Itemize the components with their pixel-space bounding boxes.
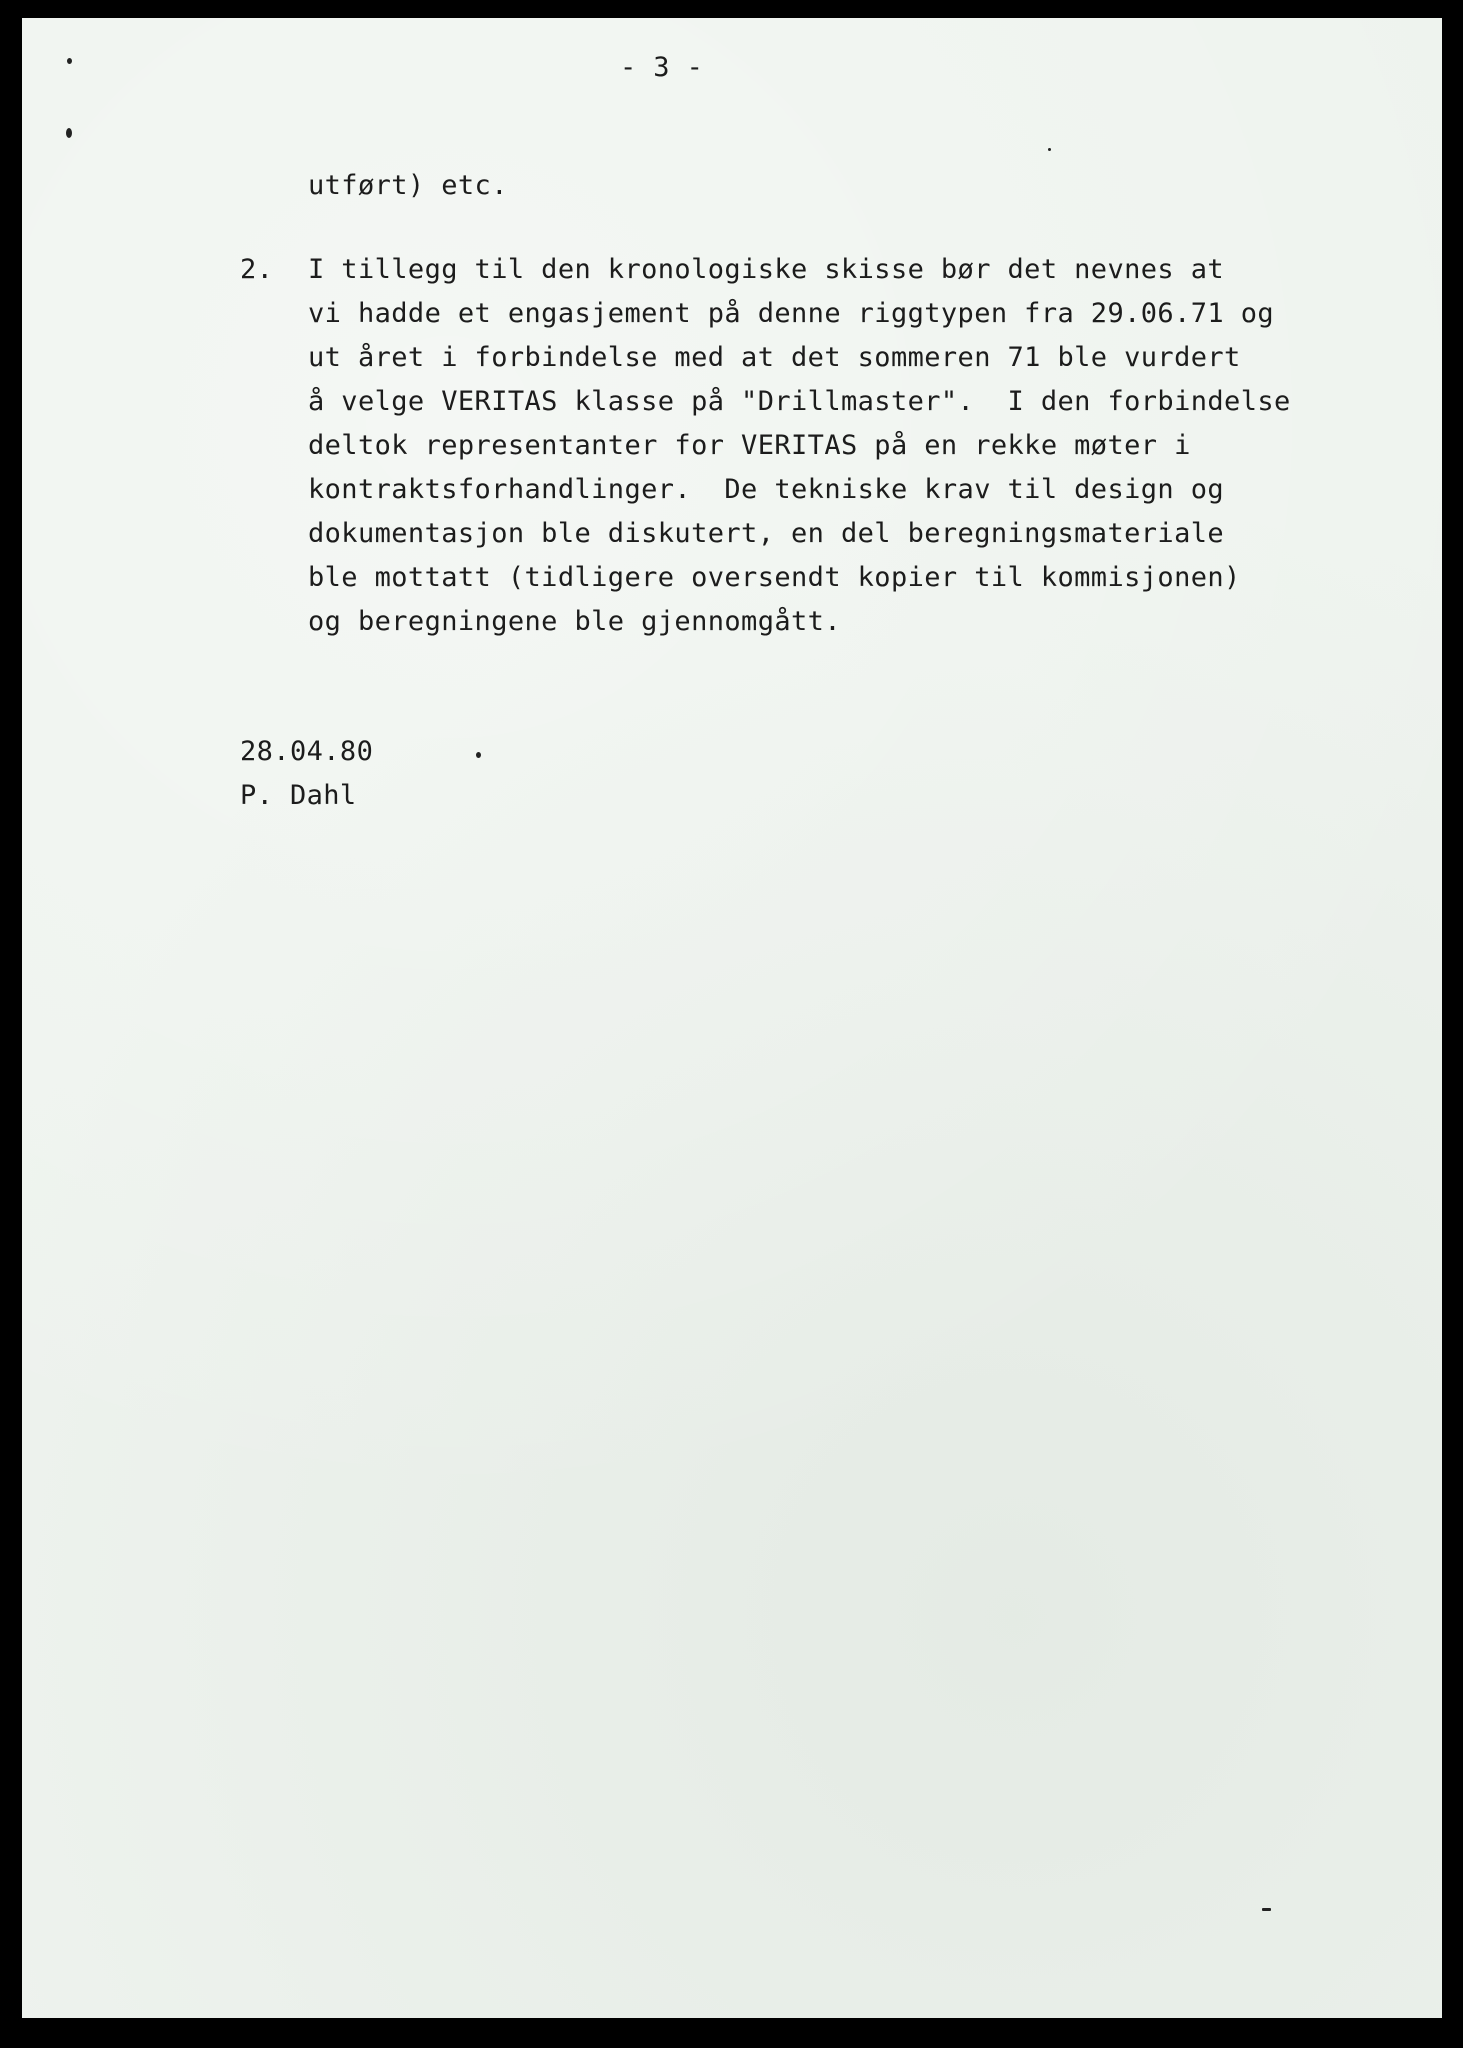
item-line: vi hadde et engasjement på denne riggtypen fra 29.06.71 og — [308, 298, 1275, 329]
item-line: kontraktsforhandlinger. De tekniske krav til design og — [308, 474, 1225, 505]
page-number: - 3 - — [620, 52, 704, 83]
continuation-line: utført) etc. — [308, 170, 508, 201]
item-number: 2. — [240, 254, 274, 285]
item-line: ble mottatt (tidligere oversendt kopier til kommisjonen) — [308, 562, 1241, 593]
item-line: I tillegg til den kronologiske skisse bør det nevnes at — [308, 254, 1225, 285]
scan-top-border — [0, 0, 1463, 18]
scan-speck — [1262, 1908, 1271, 1911]
item-line: dokumentasjon ble diskutert, en del beregningsmateriale — [308, 518, 1225, 549]
signature: P. Dahl — [240, 780, 357, 811]
item-line: ut året i forbindelse med at det sommeren 71 ble vurdert — [308, 342, 1241, 373]
document-date: 28.04.80 — [240, 736, 374, 767]
scan-speck — [67, 58, 72, 64]
scan-speck — [476, 752, 481, 758]
item-line: deltok representanter for VERITAS på en rekke møter i — [308, 430, 1191, 461]
scan-speck — [1048, 148, 1051, 151]
item-line: og beregningene ble gjennomgått. — [308, 606, 841, 637]
item-line: å velge VERITAS klasse på "Drillmaster". I den forbindelse — [308, 386, 1291, 417]
scan-speck — [66, 128, 72, 138]
